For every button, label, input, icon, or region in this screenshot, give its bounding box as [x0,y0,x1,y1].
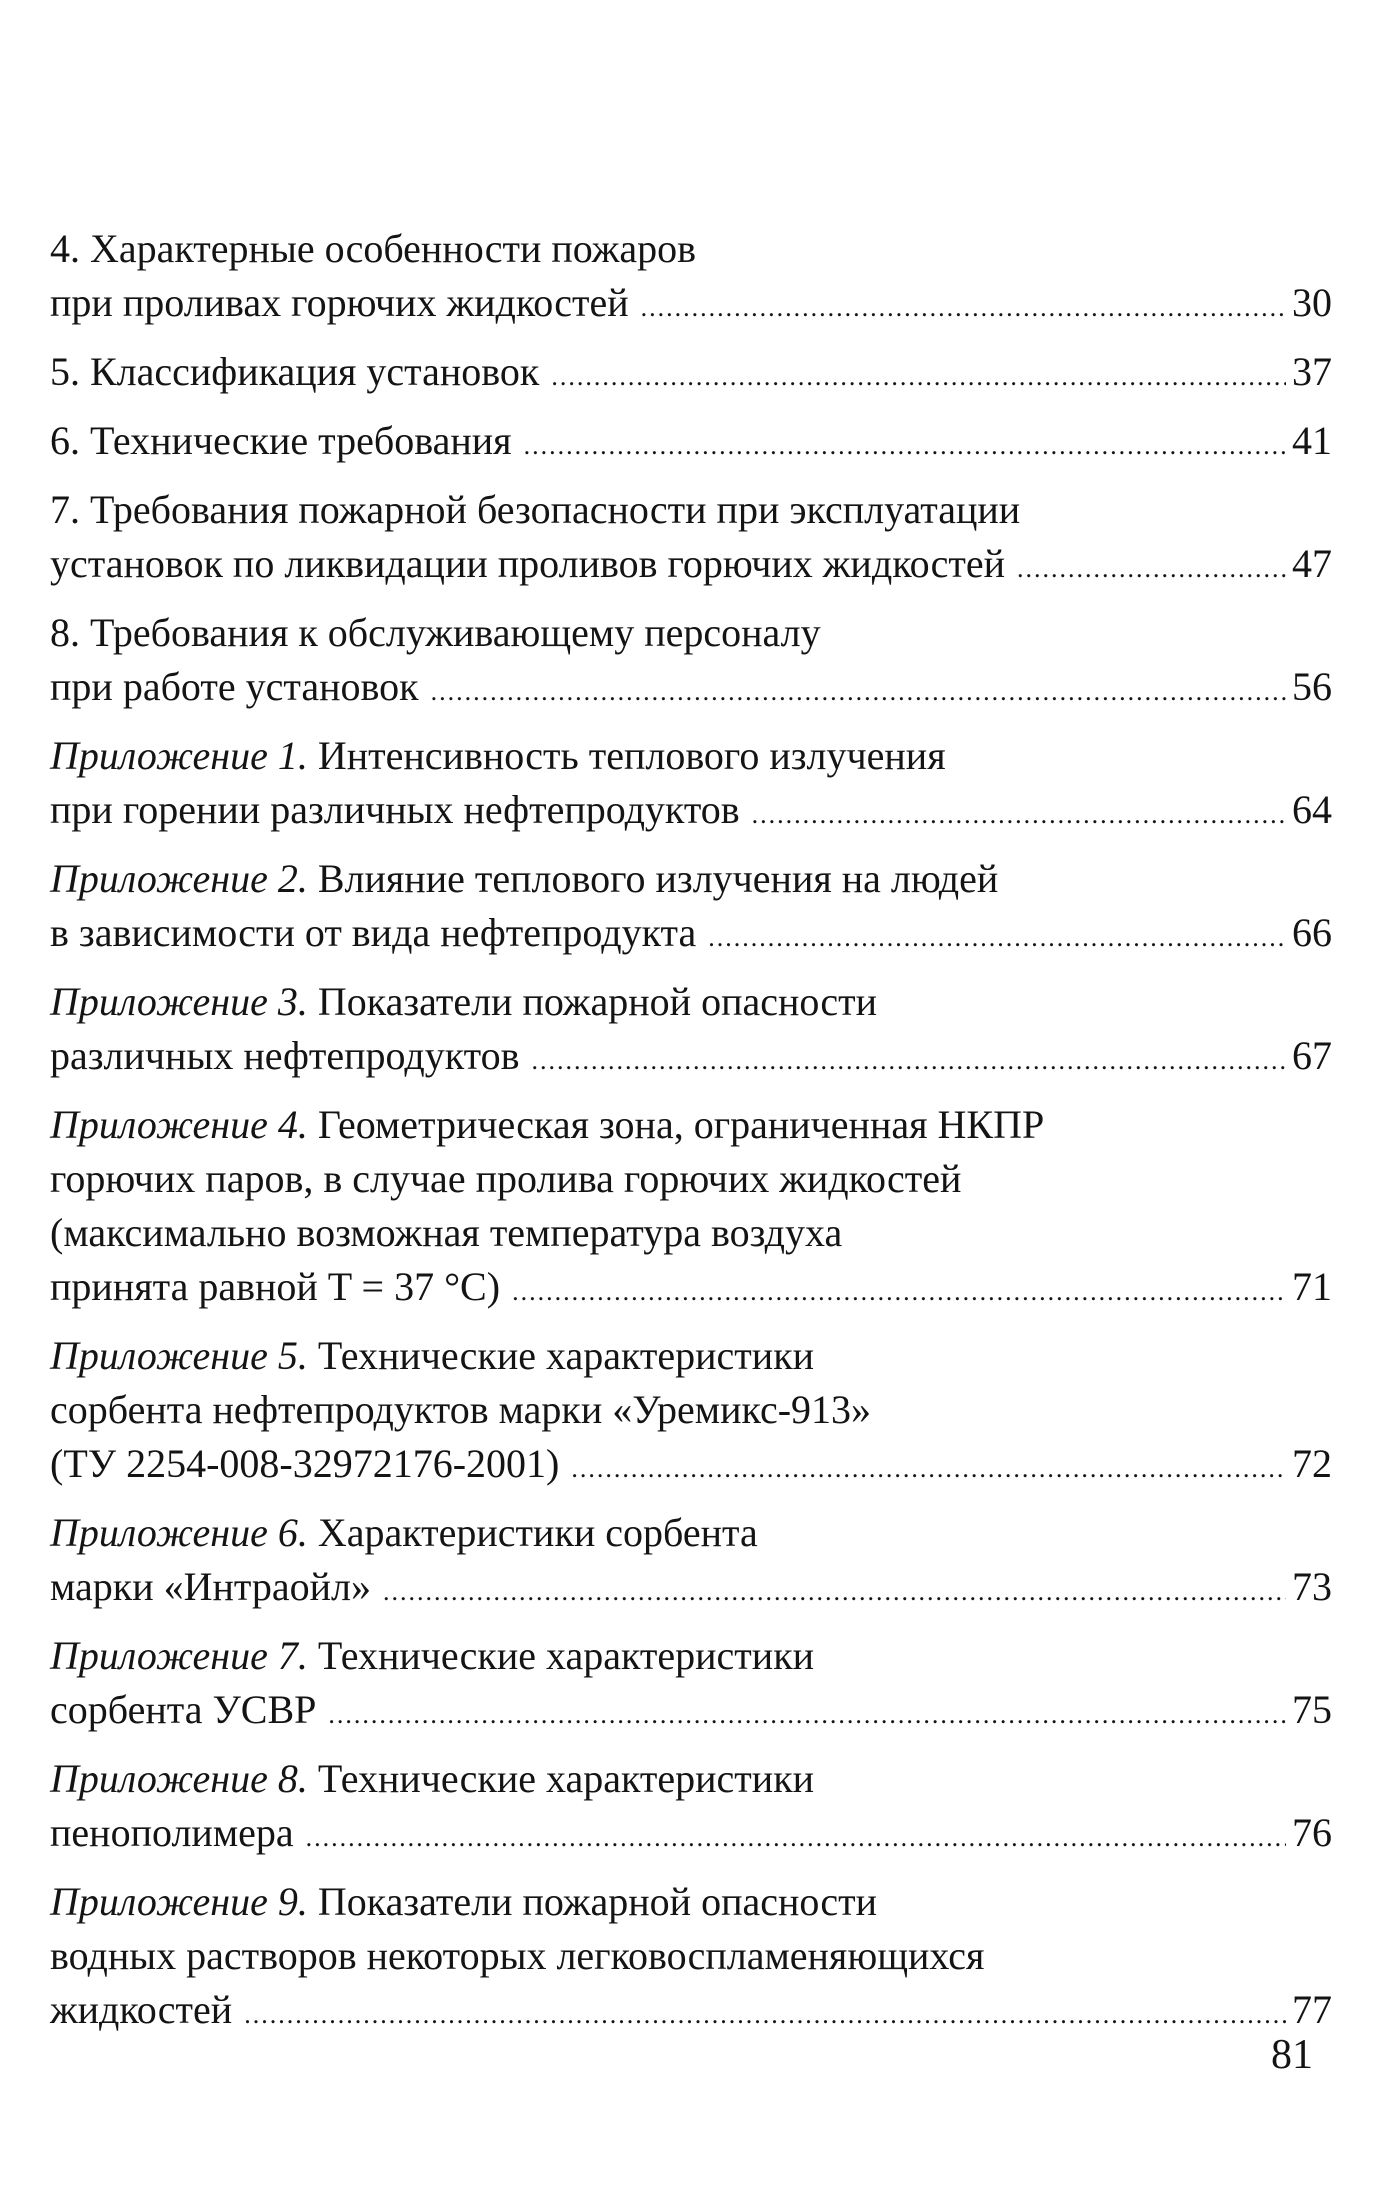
toc-entry-page: 71 [1292,1264,1332,1309]
appendix-label: Приложение 2. [50,856,308,901]
toc-entry [50,1629,1332,1742]
toc-entry-page: 41 [1292,418,1332,463]
toc-entry-line [50,783,1332,842]
page-number: 81 [1271,2032,1313,2078]
toc-entry-title: Технические характеристики [307,1333,815,1378]
toc-entry-title: 5. Классификация установок [50,349,540,394]
dot-leader [551,350,1286,404]
appendix-label: Приложение 9. [50,1879,308,1924]
appendix-label: Приложение 4. [50,1102,308,1147]
toc-entry-title: марки «Интраойл» [50,1564,372,1609]
toc-entry-title: принята равной T = 37 °С) [50,1264,501,1309]
toc-entry-line [50,1029,1332,1088]
toc-entry-page: 64 [1292,787,1332,832]
toc-entry-line [50,1752,1332,1806]
toc-entry-title: Технические характеристики [307,1756,815,1801]
toc-entry [50,1875,1332,2042]
toc-entry-line [50,975,1332,1029]
toc-entry-title: 7. Требования пожарной безопасности при эксплуатации [50,487,1021,532]
toc-entry-line [50,1206,1332,1260]
toc-entry [50,483,1332,596]
dot-leader [752,788,1286,842]
toc-entry-line [50,729,1332,783]
toc-entry [50,1752,1332,1865]
toc-entry-title: Характеристики сорбента [307,1510,758,1555]
toc-entry-line [50,1098,1332,1152]
toc-entry-line [50,414,1332,473]
dot-leader [571,1442,1286,1496]
toc-entry-title: водных растворов некоторых легковоспламеняющихся [50,1933,985,1978]
dot-leader [306,1811,1286,1865]
toc-entry-title: (ТУ 2254-008-32972176-2001) [50,1441,560,1486]
toc-entry-line [50,1929,1332,1983]
appendix-label: Приложение 3. [50,979,308,1024]
toc-entry-line [50,1437,1332,1496]
toc-entry-title: Показатели пожарной опасности [307,979,878,1024]
toc-entry-page: 76 [1292,1810,1332,1855]
appendix-label: Приложение 5. [50,1333,308,1378]
dot-leader [512,1265,1286,1319]
toc-entry-page: 73 [1292,1564,1332,1609]
toc-entry-line [50,906,1332,965]
toc-entry-page: 75 [1292,1687,1332,1732]
toc-entry-title: в зависимости от вида нефтепродукта [50,910,697,955]
toc-entry-title: при горении различных нефтепродуктов [50,787,740,832]
toc-entry-line [50,1560,1332,1619]
toc-entry-title: сорбента УСВР [50,1687,317,1732]
toc-entry-line [50,1806,1332,1865]
dot-leader [244,1988,1286,2042]
toc-entry [50,852,1332,965]
toc-entry-page: 37 [1292,349,1332,394]
toc-entry-title: сорбента нефтепродуктов марки «Уремикс-913» [50,1387,872,1432]
dot-leader [708,911,1286,965]
toc-entry-line [50,1506,1332,1560]
toc-entry-line [50,1683,1332,1742]
toc-entry [50,222,1332,335]
toc-entry-line [50,345,1332,404]
toc-entry-line [50,1983,1332,2042]
toc-entry-line [50,1152,1332,1206]
table-of-contents [50,222,1332,2052]
toc-entry [50,414,1332,473]
appendix-label: Приложение 1. [50,733,308,778]
toc-entry [50,1098,1332,1319]
toc-entry [50,729,1332,842]
toc-entry-line [50,537,1332,596]
toc-entry-line [50,276,1332,335]
toc-entry-title: 8. Требования к обслуживающему персоналу [50,610,821,655]
dot-leader [431,665,1286,719]
toc-entry-title: установок по ликвидации проливов горючих жидкостей [50,541,1005,586]
toc-entry-line [50,1629,1332,1683]
toc-entry-title: при проливах горючих жидкостей [50,280,629,325]
toc-entry-line [50,1875,1332,1929]
toc-entry-title: (максимально возможная температура воздуха [50,1210,843,1255]
dot-leader [641,281,1286,335]
toc-entry-line [50,1383,1332,1437]
toc-entry-page: 47 [1292,541,1332,586]
toc-entry [50,606,1332,719]
toc-entry-line [50,1329,1332,1383]
toc-entry-line [50,222,1332,276]
toc-entry-title: 6. Технические требования [50,418,512,463]
toc-entry-page: 66 [1292,910,1332,955]
toc-entry-page: 77 [1292,1987,1332,2032]
dot-leader [524,419,1286,473]
toc-entry-line [50,606,1332,660]
dot-leader [383,1565,1286,1619]
toc-entry-title: пенополимера [50,1810,294,1855]
dot-leader [531,1034,1286,1088]
toc-entry [50,975,1332,1088]
toc-entry-line [50,660,1332,719]
toc-entry-page: 30 [1292,280,1332,325]
toc-entry-title: Показатели пожарной опасности [307,1879,878,1924]
dot-leader [1017,542,1286,596]
toc-entry-title: Технические характеристики [307,1633,815,1678]
appendix-label: Приложение 7. [50,1633,308,1678]
toc-entry-title: Интенсивность теплового излучения [307,733,946,778]
toc-entry-page: 72 [1292,1441,1332,1486]
toc-entry-title: при работе установок [50,664,419,709]
toc-entry [50,1506,1332,1619]
toc-entry-title: Влияние теплового излучения на людей [307,856,999,901]
toc-entry-title: Геометрическая зона, ограниченная НКПР [307,1102,1045,1147]
appendix-label: Приложение 6. [50,1510,308,1555]
toc-entry-page: 56 [1292,664,1332,709]
toc-entry-title: различных нефтепродуктов [50,1033,520,1078]
dot-leader [328,1688,1286,1742]
appendix-label: Приложение 8. [50,1756,308,1801]
toc-entry-title: горючих паров, в случае пролива горючих жидкостей [50,1156,962,1201]
toc-entry-line [50,483,1332,537]
toc-entry-line [50,1260,1332,1319]
toc-entry-title: 4. Характерные особенности пожаров [50,226,697,271]
toc-entry-page: 67 [1292,1033,1332,1078]
toc-entry [50,1329,1332,1496]
toc-entry [50,345,1332,404]
toc-entry-line [50,852,1332,906]
toc-entry-title: жидкостей [50,1987,233,2032]
